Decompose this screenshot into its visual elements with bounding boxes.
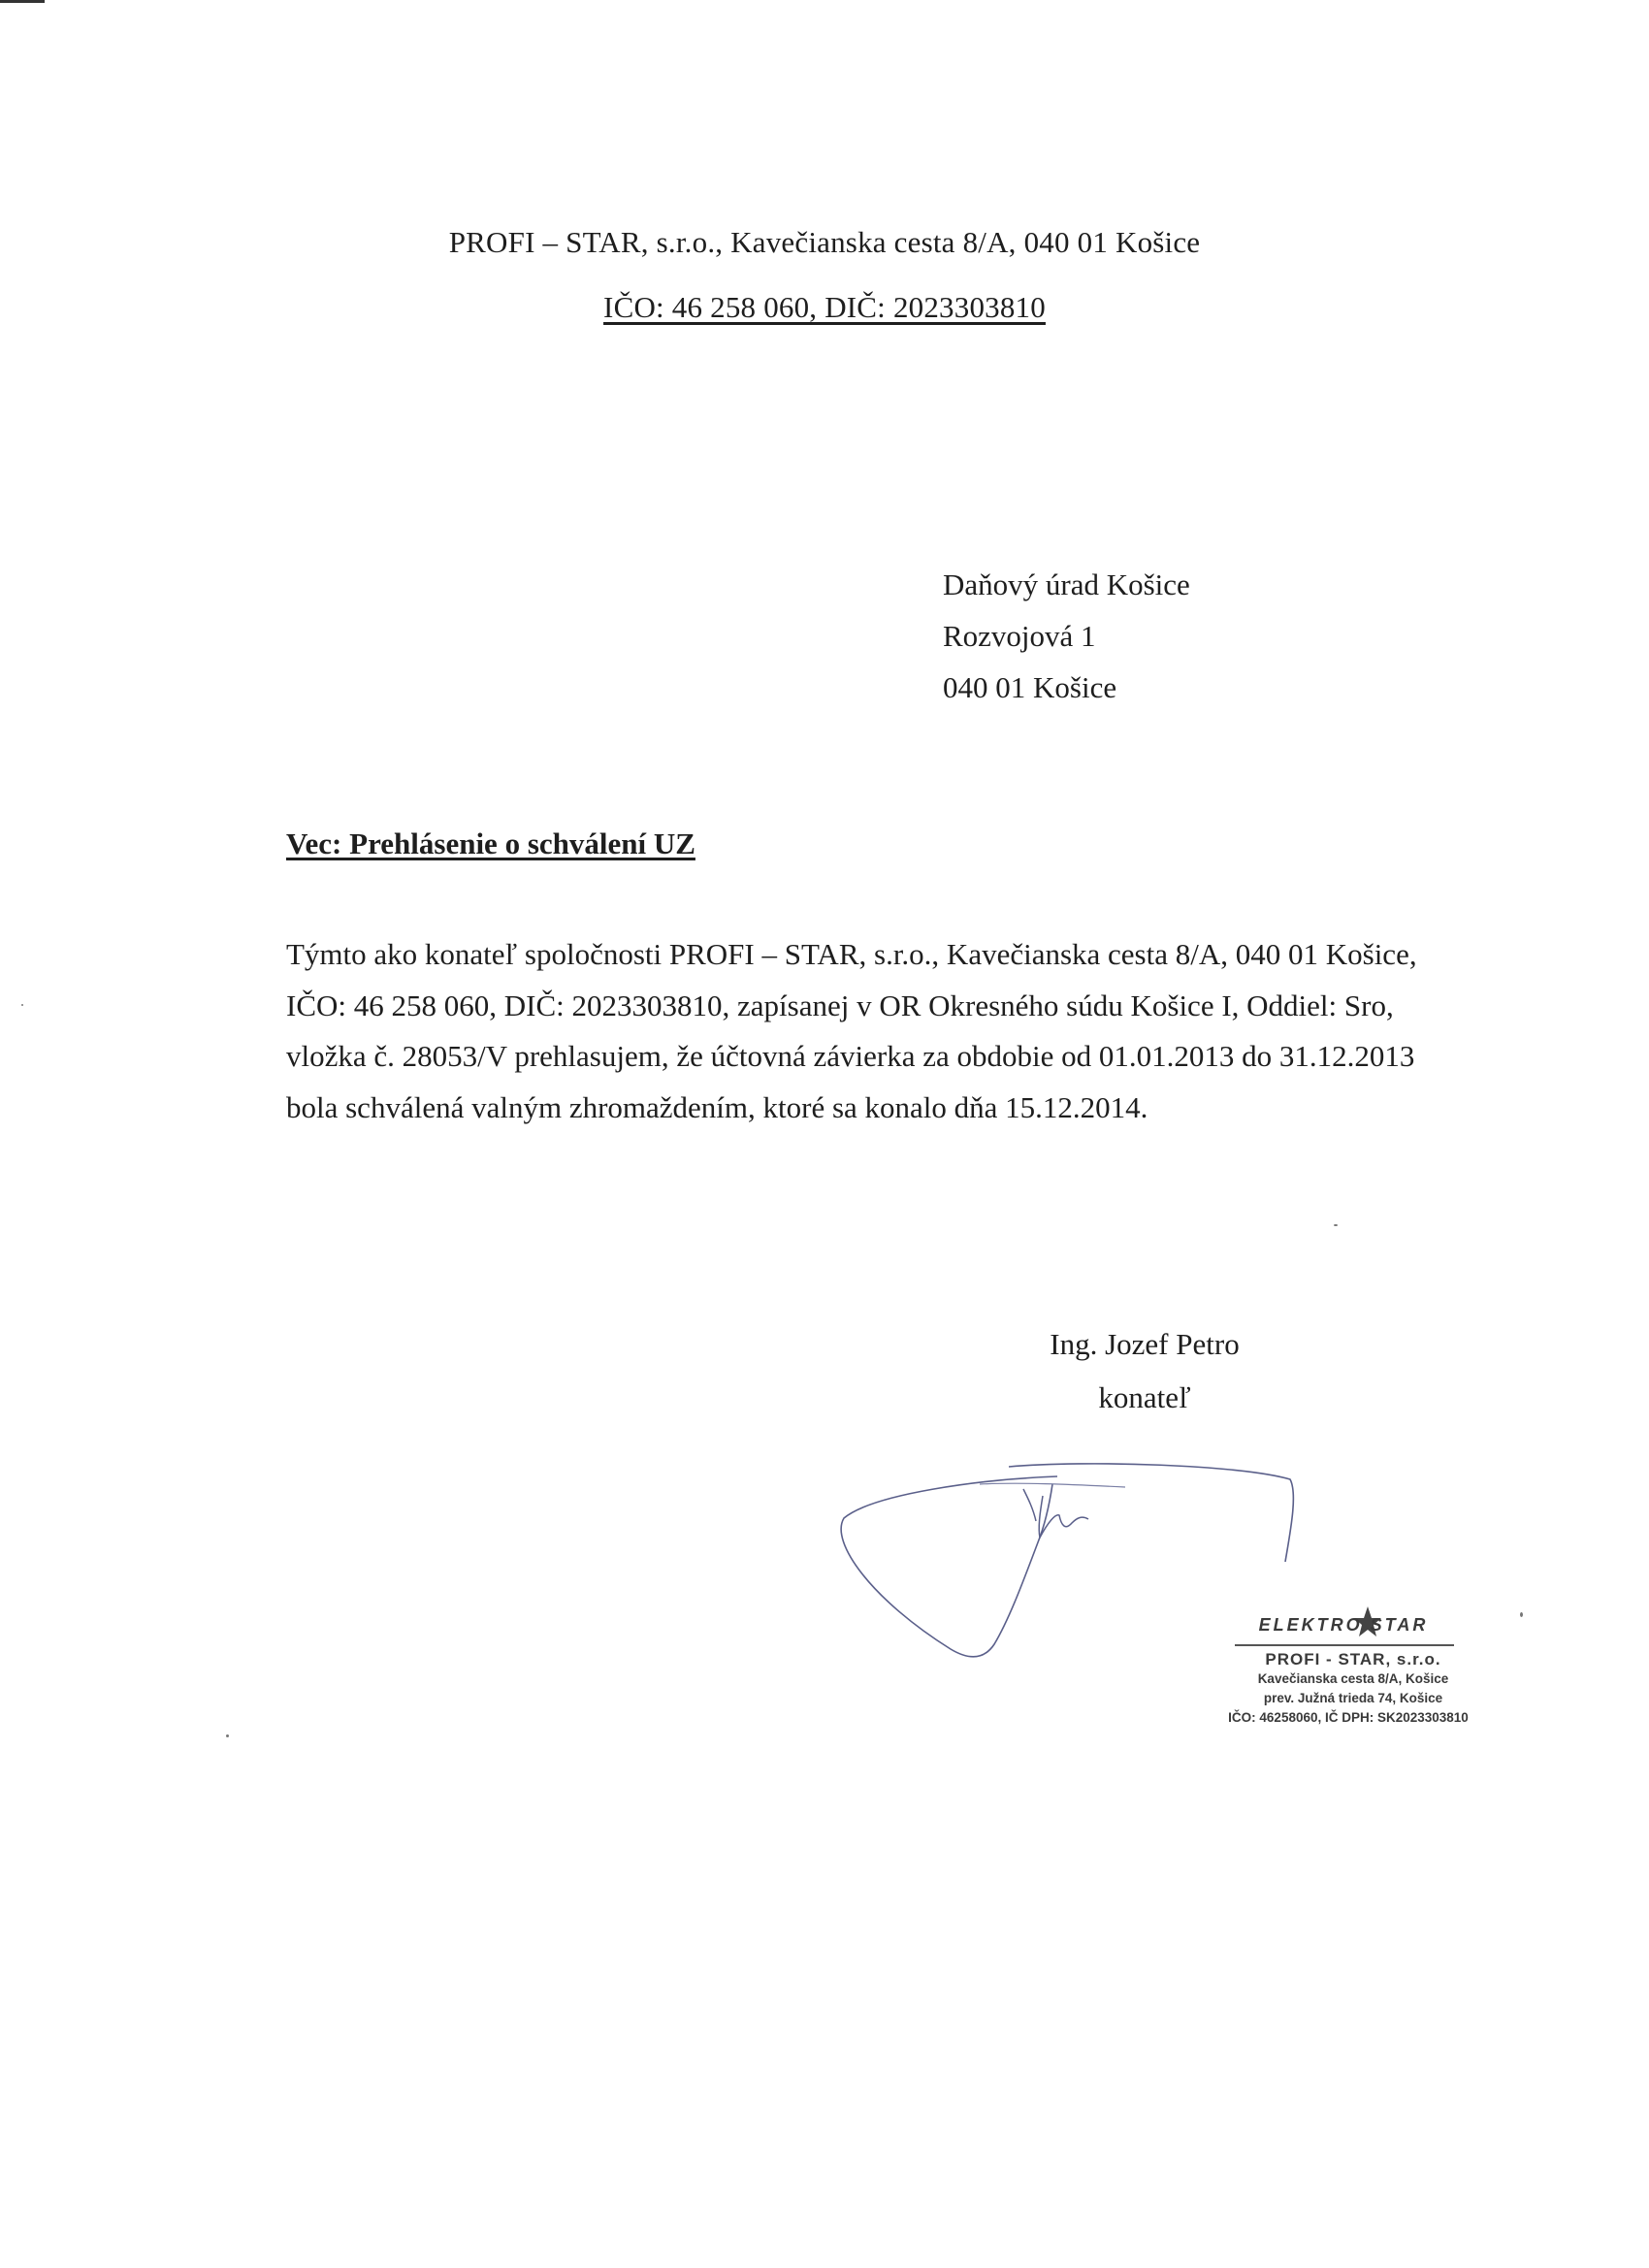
stamp-logo xyxy=(1237,1605,1450,1642)
stamp-logo-text: ELEKTRO STAR xyxy=(1258,1615,1429,1635)
scan-edge-mark xyxy=(0,0,45,3)
stamp-office: prev. Južná trieda 74, Košice xyxy=(1263,1691,1443,1705)
body-line-2: IČO: 46 258 060, DIČ: 2023303810, zapísanej v OR Okresného súdu Košice I, Oddiel: Sro, xyxy=(286,988,1394,1022)
scan-speck xyxy=(21,1004,23,1006)
subject-line: Vec: Prehlásenie o schválení UZ xyxy=(286,826,695,860)
recipient-address-block xyxy=(943,559,1190,713)
signatory-block xyxy=(970,1317,1319,1424)
stamp-company: PROFI - STAR, s.r.o. xyxy=(1265,1650,1441,1669)
body-line-1: Týmto ako konateľ spoločnosti PROFI – STAR, s.r.o., Kavečianska cesta 8/A, 040 01 Košice, xyxy=(286,937,1417,971)
recipient-street: Rozvojová 1 xyxy=(943,619,1096,653)
stamp-address: Kavečianska cesta 8/A, Košice xyxy=(1257,1671,1449,1686)
body-line-3: vložka č. 28053/V prehlasujem, že účtovná závierka za obdobie od 01.01.2013 do 31.12.2013 xyxy=(286,1039,1415,1073)
stamp-divider xyxy=(1235,1644,1454,1646)
scan-speck xyxy=(226,1734,229,1737)
letterhead-ids-text: IČO: 46 258 060, DIČ: 2023303810 xyxy=(603,290,1046,324)
body-line-4: bola schválená valným zhromaždením, ktoré sa konalo dňa 15.12.2014. xyxy=(286,1089,1148,1124)
scan-speck xyxy=(1334,1224,1338,1226)
signatory-name: Ing. Jozef Petro xyxy=(1050,1327,1240,1361)
recipient-city: 040 01 Košice xyxy=(943,670,1117,704)
company-stamp xyxy=(1188,1605,1518,1736)
stamp-ids: IČO: 46258060, IČ DPH: SK2023303810 xyxy=(1228,1710,1469,1725)
letterhead-ids xyxy=(0,290,1649,325)
signatory-role: konateľ xyxy=(1098,1380,1191,1414)
scan-speck xyxy=(1520,1612,1523,1617)
recipient-name: Daňový úrad Košice xyxy=(943,567,1190,601)
letterhead-address: PROFI – STAR, s.r.o., Kavečianska cesta 8/A, 040 01 Košice xyxy=(448,225,1201,259)
letter-body xyxy=(286,929,1470,1133)
